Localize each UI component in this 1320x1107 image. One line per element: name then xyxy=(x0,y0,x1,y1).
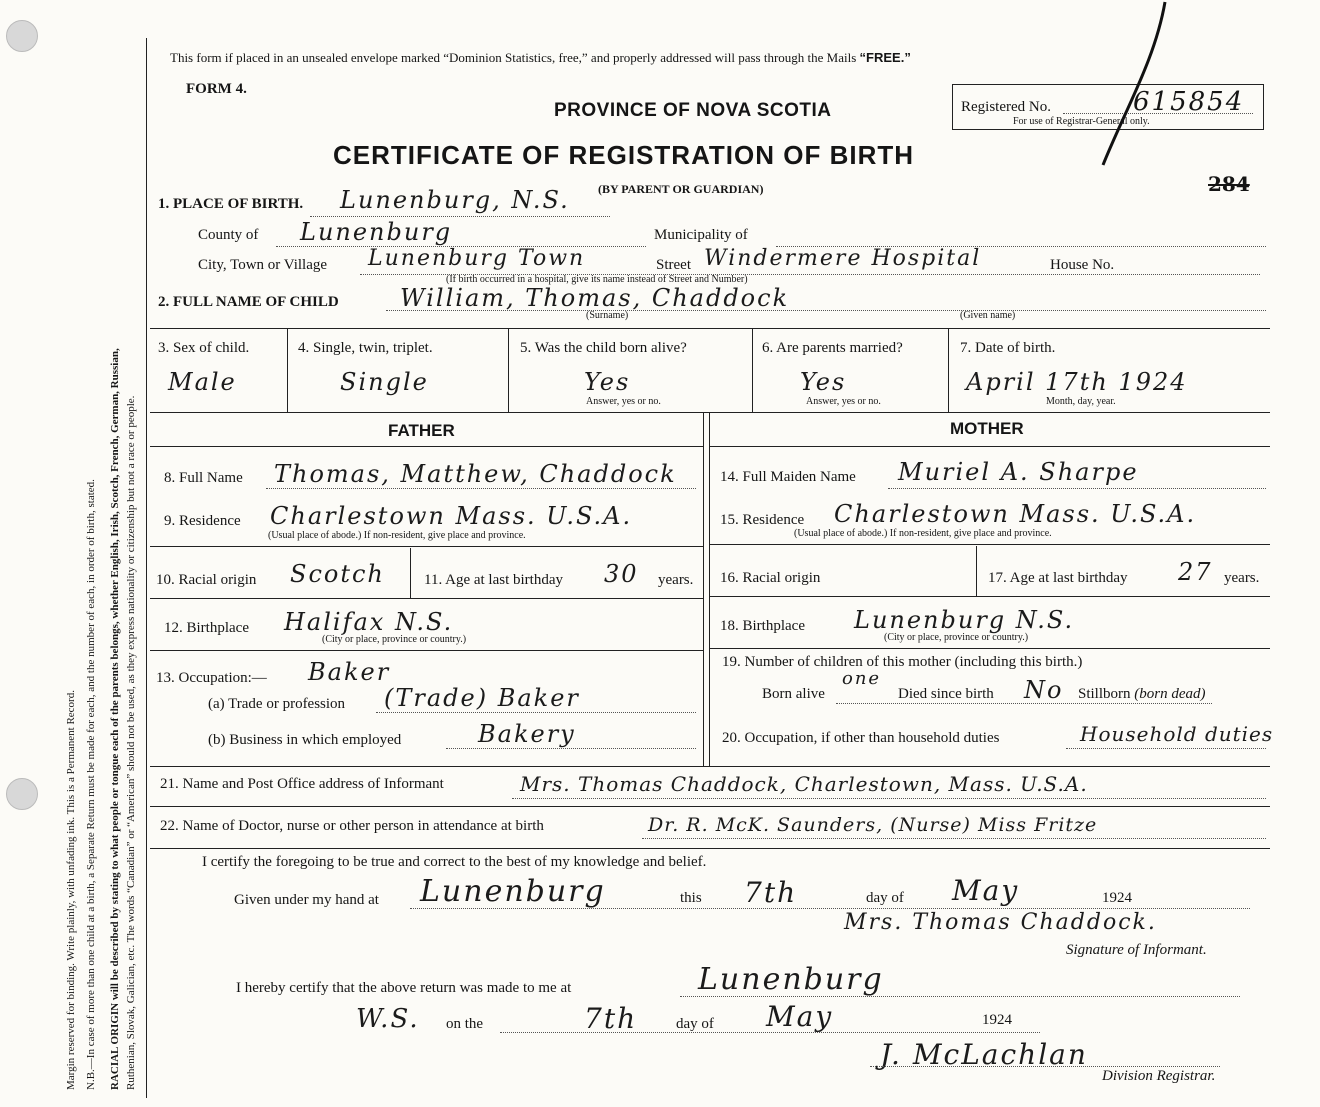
row-divider-informant xyxy=(150,766,1270,767)
sex-value: Male xyxy=(168,368,237,396)
father-racial-label: 10. Racial origin xyxy=(156,572,257,588)
registrar-slash-mark xyxy=(1095,0,1175,170)
mother-birthplace-value: Lunenburg N.S. xyxy=(854,606,1075,634)
municipality-label: Municipality of xyxy=(654,227,748,243)
form-number: FORM 4. xyxy=(186,81,247,97)
mother-rule-2 xyxy=(709,596,1270,597)
born-alive-note: Answer, yes or no. xyxy=(586,396,661,407)
given-this-label: this xyxy=(680,890,702,906)
county-label: County of xyxy=(198,227,259,243)
registrar-date-line xyxy=(500,1032,1040,1033)
stillborn-text: Stillborn xyxy=(1078,686,1131,702)
city-line xyxy=(360,274,1260,275)
mother-birthplace-note: (City or place, province or country.) xyxy=(884,632,1029,643)
father-trade-label: (a) Trade or profession xyxy=(208,696,346,712)
father-rule-1 xyxy=(150,546,703,547)
father-occupation-label: 13. Occupation:— xyxy=(156,670,267,686)
parents-divider-2 xyxy=(709,412,710,766)
date-of-birth-note: Month, day, year. xyxy=(1046,396,1116,407)
father-birthplace-label: 12. Birthplace xyxy=(164,620,249,636)
mother-heading: MOTHER xyxy=(950,419,1024,438)
father-rule-3 xyxy=(150,650,703,651)
col-divider-3 xyxy=(752,328,753,412)
given-day-of-label: day of xyxy=(866,890,904,906)
children-count-label: 19. Number of children of this mother (including this birth.) xyxy=(722,654,1083,670)
father-heading: FATHER xyxy=(388,421,455,440)
mother-birthplace-label: 18. Birthplace xyxy=(720,618,805,634)
father-residence-note: (Usual place of abode.) If non-resident, give place and province. xyxy=(268,530,526,541)
mother-name-value: Muriel A. Sharpe xyxy=(898,458,1139,486)
child-name-line xyxy=(386,310,1266,311)
child-name-label: 2. FULL NAME OF CHILD xyxy=(158,294,339,310)
city-value: Lunenburg Town xyxy=(368,246,586,271)
given-place-value: Lunenburg xyxy=(420,874,606,909)
margin-note-1: Margin reserved for binding. Write plainly, with unfading ink. This is a Permanent Record. xyxy=(65,690,77,1090)
died-since-birth-label: Died since birth xyxy=(898,686,994,702)
registered-label: Registered No. xyxy=(961,99,1051,115)
mother-residence-label: 15. Residence xyxy=(720,512,805,528)
parents-divider xyxy=(703,412,704,766)
mail-notice xyxy=(170,50,911,66)
mother-occupation-line xyxy=(1066,748,1266,749)
plurality-label: 4. Single, twin, triplet. xyxy=(298,340,433,356)
father-business-label: (b) Business in which employed xyxy=(208,732,402,748)
registrar-initials: W.S. xyxy=(356,1004,420,1034)
informant-value: Mrs. Thomas Chaddock, Charlestown, Mass. U.S.A. xyxy=(520,772,1088,796)
mother-racial-label: 16. Racial origin xyxy=(720,570,821,586)
punch-hole-bottom xyxy=(6,778,38,810)
mother-age-value: 27 xyxy=(1178,558,1213,586)
child-name-value: William, Thomas, Chaddock xyxy=(400,284,790,312)
sex-label: 3. Sex of child. xyxy=(158,340,250,356)
row-divider-parents xyxy=(150,412,1270,413)
father-racial-divider xyxy=(410,548,411,598)
col-divider-2 xyxy=(508,328,509,412)
registrar-signature: J. McLachlan xyxy=(880,1038,1088,1071)
given-year: 1924 xyxy=(1102,890,1132,906)
margin-note-2: N.B.—In case of more than one child at a birth, a Separate Return must be made for each, and the number of each, in order of birth, stated. xyxy=(85,479,97,1090)
born-alive-count-value: one xyxy=(842,668,882,689)
informant-signature: Mrs. Thomas Chaddock. xyxy=(844,910,1157,935)
row-divider-doctor xyxy=(150,806,1270,807)
informant-signature-caption: Signature of Informant. xyxy=(1066,942,1207,958)
registrar-day-value: 7th xyxy=(584,1002,638,1035)
registrar-place-value: Lunenburg xyxy=(698,962,884,997)
certificate-subtitle: (BY PARENT OR GUARDIAN) xyxy=(598,182,764,196)
born-alive-value: Yes xyxy=(584,368,631,396)
mother-rule-1 xyxy=(709,544,1270,545)
father-age-unit: years. xyxy=(658,572,694,588)
father-age-value: 30 xyxy=(604,560,639,588)
mother-residence-value: Charlestown Mass. U.S.A. xyxy=(834,500,1197,528)
corner-number: 284 xyxy=(1208,172,1250,196)
informant-line xyxy=(512,798,1266,799)
margin-note-3: RACIAL ORIGIN will be described by stating to what people or tongue each of the parents belongs, whether English, Irish, Scotch, French, German, Russian, xyxy=(109,348,121,1090)
date-of-birth-value: April 17th 1924 xyxy=(966,368,1188,396)
registrar-on-the-label: on the xyxy=(446,1016,484,1032)
born-alive-count-label: Born alive xyxy=(762,686,825,702)
doctor-value: Dr. R. McK. Saunders, (Nurse) Miss Fritze xyxy=(648,814,1098,836)
father-occupation-value: Baker xyxy=(308,658,391,686)
place-of-birth-label: 1. PLACE OF BIRTH. xyxy=(158,196,304,212)
mother-heading-rule xyxy=(709,446,1270,447)
father-residence-label: 9. Residence xyxy=(164,513,241,529)
father-birthplace-value: Halifax N.S. xyxy=(284,608,454,636)
mother-age-unit: years. xyxy=(1224,570,1260,586)
street-label: Street xyxy=(656,257,691,273)
mail-notice-free: “FREE.” xyxy=(859,50,911,65)
father-name-line xyxy=(266,488,696,489)
father-business-value: Bakery xyxy=(478,720,576,748)
hospital-note: (If birth occurred in a hospital, give its name instead of Street and Number) xyxy=(446,274,748,285)
stillborn-label xyxy=(1078,686,1206,703)
died-since-birth-value: No xyxy=(1024,676,1064,704)
given-line xyxy=(410,908,1250,909)
parents-married-label: 6. Are parents married? xyxy=(762,340,903,356)
mother-rule-3 xyxy=(709,648,1270,649)
father-birthplace-note: (City or place, province or country.) xyxy=(322,634,467,645)
certificate-title: CERTIFICATE OF REGISTRATION OF BIRTH xyxy=(333,140,915,170)
parents-married-note: Answer, yes or no. xyxy=(806,396,881,407)
father-trade-value: (Trade) Baker xyxy=(384,684,580,712)
father-name-value: Thomas, Matthew, Chaddock xyxy=(274,460,677,488)
doctor-line xyxy=(642,838,1266,839)
registrar-signature-line xyxy=(870,1066,1220,1067)
registrar-year: 1924 xyxy=(982,1012,1012,1028)
father-rule-2 xyxy=(150,598,703,599)
registrar-month-value: May xyxy=(766,1000,834,1033)
born-alive-label: 5. Was the child born alive? xyxy=(520,340,687,356)
punch-hole-top xyxy=(6,20,38,52)
certification-statement: I certify the foregoing to be true and correct to the best of my knowledge and belief. xyxy=(202,854,707,870)
parents-married-value: Yes xyxy=(800,368,847,396)
col-divider-4 xyxy=(948,328,949,412)
street-value: Windermere Hospital xyxy=(704,246,982,271)
row-divider-certification xyxy=(150,848,1270,849)
col-divider-1 xyxy=(287,328,288,412)
registrar-caption: Division Registrar. xyxy=(1102,1068,1216,1084)
registered-number: 615854 xyxy=(1133,87,1245,117)
given-day-value: 7th xyxy=(744,876,798,909)
born-alive-line xyxy=(836,703,1212,704)
registrar-statement: I hereby certify that the above return was made to me at xyxy=(236,980,572,996)
date-of-birth-label: 7. Date of birth. xyxy=(960,340,1056,356)
stillborn-note: (born dead) xyxy=(1134,686,1206,702)
mother-residence-note: (Usual place of abode.) If non-resident, give place and province. xyxy=(794,528,1052,539)
father-heading-rule xyxy=(150,446,703,447)
mother-name-label: 14. Full Maiden Name xyxy=(720,469,856,485)
margin-note-4: Ruthenian, Slovak, Galician, etc. The words “Canadian” or “American” should not be used, as they express nationality or citizenship but not a race or people. xyxy=(125,395,137,1090)
father-business-line xyxy=(446,748,696,749)
registrar-day-of-label: day of xyxy=(676,1016,714,1032)
city-label: City, Town or Village xyxy=(198,257,328,273)
house-number-label: House No. xyxy=(1050,257,1115,273)
province-heading: PROVINCE OF NOVA SCOTIA xyxy=(554,100,832,121)
doctor-label: 22. Name of Doctor, nurse or other person in attendance at birth xyxy=(160,818,544,834)
place-of-birth-line xyxy=(310,216,610,217)
informant-label: 21. Name and Post Office address of Informant xyxy=(160,776,444,792)
given-name-note: (Given name) xyxy=(960,310,1016,321)
margin-rule xyxy=(146,38,147,1098)
surname-note: (Surname) xyxy=(586,310,629,321)
registrar-place-line xyxy=(680,996,1240,997)
father-name-label: 8. Full Name xyxy=(164,470,243,486)
father-racial-value: Scotch xyxy=(290,560,385,588)
mother-name-line xyxy=(888,488,1266,489)
plurality-value: Single xyxy=(340,368,429,396)
county-value: Lunenburg xyxy=(300,218,453,246)
father-trade-line xyxy=(376,712,696,713)
registrar-use-note: For use of Registrar-General only. xyxy=(1013,116,1150,127)
father-residence-value: Charlestown Mass. U.S.A. xyxy=(270,502,633,530)
mother-age-label: 17. Age at last birthday xyxy=(988,570,1128,586)
mail-notice-text: This form if placed in an unsealed envelope marked “Dominion Statistics, free,” and properly addressed will pass through the Mails xyxy=(170,50,860,65)
mother-occupation-label: 20. Occupation, if other than household duties xyxy=(722,730,1000,746)
mother-racial-divider xyxy=(976,546,977,596)
given-month-value: May xyxy=(952,874,1020,907)
mother-occupation-value: Household duties xyxy=(1080,722,1274,746)
given-under-label: Given under my hand at xyxy=(234,892,379,908)
row-divider-top xyxy=(150,328,1270,329)
father-age-label: 11. Age at last birthday xyxy=(424,572,563,588)
place-of-birth-value: Lunenburg, N.S. xyxy=(340,186,570,214)
